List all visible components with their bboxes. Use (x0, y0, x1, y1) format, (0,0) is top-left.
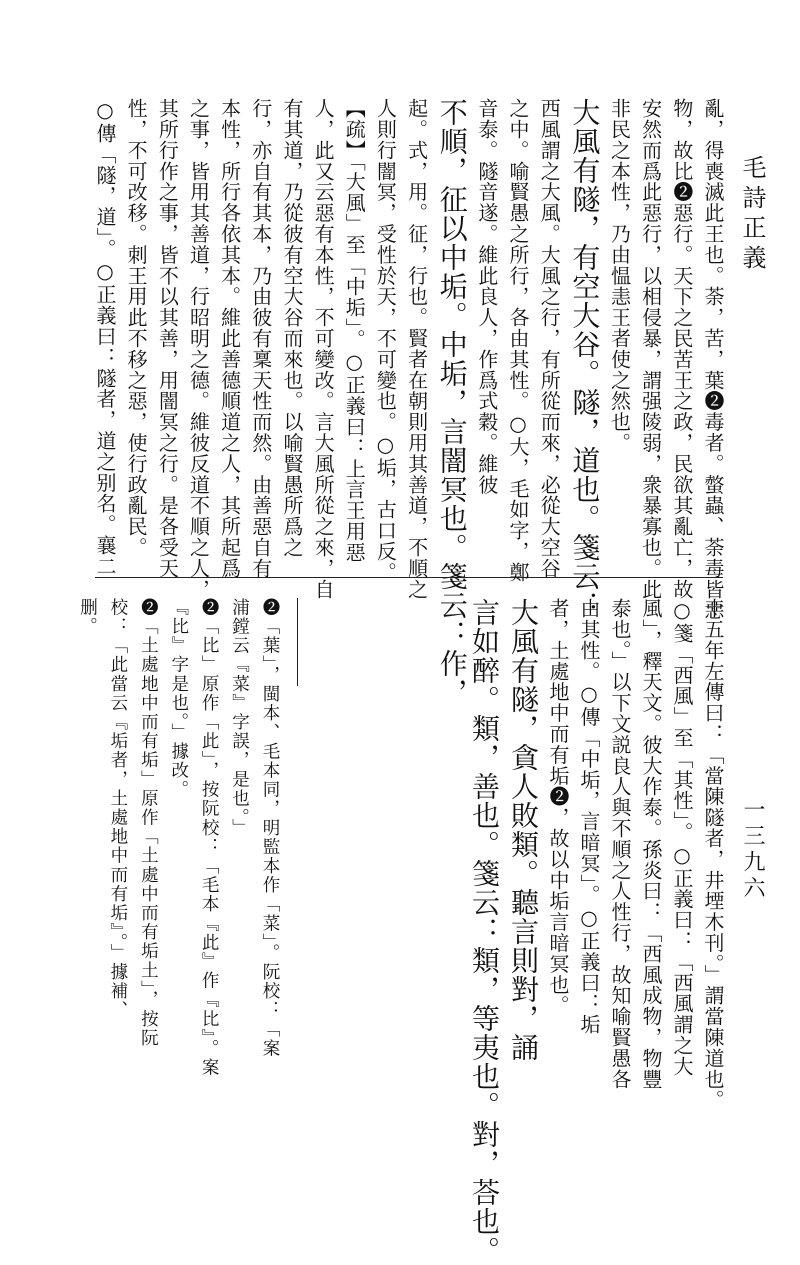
text-column: 人則行闇冥，受性於天，不可變也。○垢，古口反。 (373, 98, 398, 583)
text-column-verse: 大風有隧，有空大谷。隧，道也。箋云： (568, 98, 602, 620)
footnote-column: ❷「葉」，閩本、毛本同，明監本作「菜」。阮校：「案 (259, 598, 280, 1058)
text-column: 其所行作之事，皆不以其善，用闇冥之行。是各受天 (155, 98, 180, 579)
text-column: 之事，皆用其善道，行昭明之德。維彼反道不順之人， (186, 98, 211, 600)
text-column: 音泰。隧音遂。維此良人，作爲式穀。維彼 (474, 98, 499, 496)
text-column: 有其道，乃從彼有空大谷而來也。以喻賢愚所爲之 (279, 98, 304, 558)
text-column: 物，故比❷惡行。天下之民苦王之政，民欲其亂亡，故 (669, 98, 694, 600)
horizontal-divider (95, 577, 723, 578)
text-column: 西風謂之大風。大風之行，有所從而來，必從大空谷 (537, 98, 562, 579)
text-column: 非民之本性，乃由愠恚王者使之然也。 (607, 98, 632, 454)
text-column: 泰也。」以下文説良人與不順之人性行，故知喻賢愚各 (608, 598, 632, 1090)
text-column-verse: 言如醉。類，善也。箋云：類，等夷也。對，荅也。 (468, 598, 501, 1265)
footnote-column: 『比』字是也。」據改。 (168, 598, 189, 800)
text-column: 亂，得喪滅此王也。荼，苦，葉❷毒者。螫蟲、荼毒皆惡 (700, 98, 725, 621)
footnotes-block (77, 598, 280, 1078)
footnote-column: 浦鏜云『菜』字誤，是也。」 (229, 598, 250, 838)
text-column: 安然而爲此惡行，以相侵暴，謂强陵弱，衆暴寡也。此 (638, 98, 663, 600)
footnote-column: 校：「此當云『垢者，土處地中而有垢』。」據補、 (107, 598, 128, 1020)
text-column: 十五年左傳曰：「當陳隧者，井堙木刊。」謂當陳道也。 (701, 598, 725, 1111)
text-column: 人，此又云惡有本性，不可變改。言大風所從之來，自 (311, 98, 336, 600)
running-title: 毛詩正義 (738, 155, 766, 275)
text-column: ○箋「西風」至「其性」。○正義曰：「西風謂之大 (670, 598, 694, 1077)
text-column: 性，不可改移。刺王用此不移之惡，使行政亂民。 (124, 98, 149, 558)
footnote-separator (297, 598, 298, 686)
footnote-column: 删。 (77, 598, 98, 637)
page-number: 一三九六 (740, 798, 765, 902)
text-column-verse: 不順，征以中垢。中垢，言闇冥也。箋云：作， (435, 98, 469, 707)
text-column: 本性，所行各依其本。維此善德順道之人，其所起爲 (217, 98, 242, 579)
text-column: 之中。喻賢愚之所行，各由其性。○大，毛如字，鄭 (506, 98, 531, 583)
footnote-column: ❷「比」原作「此」，按阮校：「毛本『此』作『比』。案 (199, 598, 220, 1078)
text-column: 由其性。○傳「中垢，言暗冥」。○正義曰：垢 (577, 598, 601, 1035)
lower-text-block (468, 598, 725, 1265)
footnote-column: ❷「土處地中而有垢」原作「土處中而有垢土」，按阮 (138, 598, 159, 1048)
text-column: 風」，釋天文。彼大作泰。孫炎曰：「西風成物，物豐 (639, 598, 663, 1090)
text-column: 【疏】「大風」至「中垢」。○正義曰：上言王用惡 (342, 98, 367, 563)
text-column: 行，亦自有其本，乃由彼有稟天性而然。由善惡自有 (248, 98, 273, 579)
text-column: ○傳「隧，道」。○正義曰：隧者，道之别名。襄二 (93, 98, 117, 577)
text-column-verse: 大風有隧，貪人敗類。聽言則對，誦 (507, 598, 540, 1062)
text-column: 起。式，用。征，行也。賢者在朝則用其善道，不順之 (404, 98, 429, 600)
text-column: 者，土處地中而有垢❷，故以中垢言暗冥也。 (546, 598, 570, 1016)
